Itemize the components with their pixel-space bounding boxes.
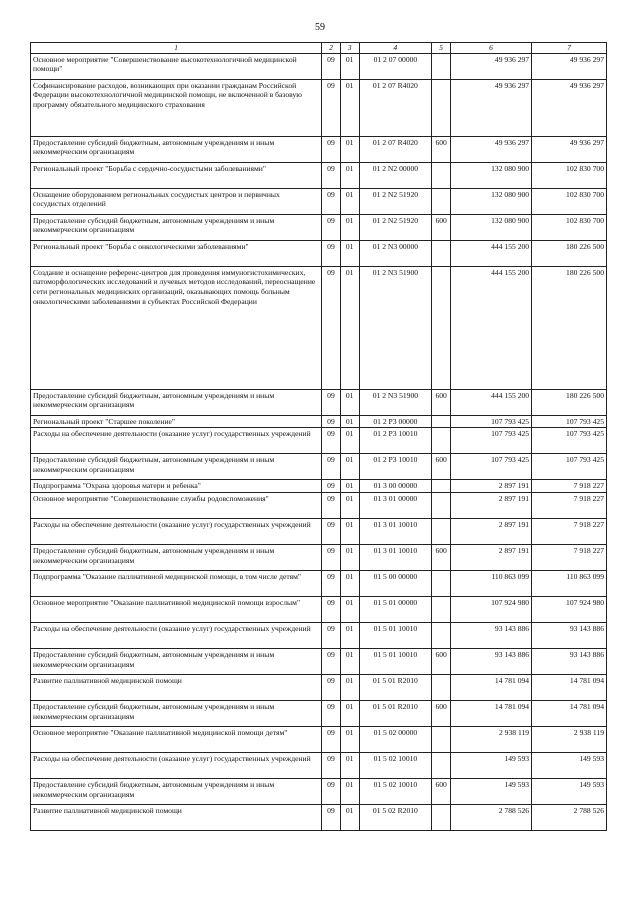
row-name-cell: Подпрограмма "Охрана здоровья матери и ребенка" [31,480,322,493]
row-amount-1-cell: 2 897 191 [450,493,531,519]
table-row [31,266,607,389]
row-subsection-cell: 01 [340,428,359,454]
row-name-cell: Предоставление субсидий бюджетным, автономным учреждениям и иным некоммерческим организациям [31,389,322,415]
row-expense-type-cell [432,597,451,623]
header-col-4: 4 [359,43,432,54]
row-section-cell: 09 [322,727,341,753]
row-amount-2-cell: 14 781 094 [532,701,607,727]
row-expense-type-cell: 600 [432,389,451,415]
row-subsection-cell: 01 [340,188,359,214]
row-section-cell: 09 [322,79,341,136]
row-expense-type-cell [432,623,451,649]
row-target-article-cell: 01 2 N3 51900 [359,389,432,415]
row-amount-2-cell: 102 830 700 [532,162,607,188]
row-section-cell: 09 [322,805,341,831]
row-name-cell: Расходы на обеспечение деятельности (оказание услуг) государственных учреждений [31,519,322,545]
row-amount-1-cell: 107 793 425 [450,454,531,480]
row-target-article-cell: 01 5 02 10010 [359,779,432,805]
row-expense-type-cell [432,79,451,136]
row-expense-type-cell [432,428,451,454]
row-subsection-cell: 01 [340,493,359,519]
row-expense-type-cell [432,493,451,519]
row-subsection-cell: 01 [340,79,359,136]
row-name-cell: Расходы на обеспечение деятельности (оказание услуг) государственных учреждений [31,753,322,779]
row-section-cell: 09 [322,188,341,214]
table-row [31,779,607,805]
table-row [31,753,607,779]
row-expense-type-cell [432,240,451,266]
row-amount-2-cell: 93 143 886 [532,649,607,675]
row-amount-1-cell: 444 155 200 [450,240,531,266]
row-name-cell: Предоставление субсидий бюджетным, автономным учреждениям и иным некоммерческим организациям [31,701,322,727]
row-target-article-cell: 01 5 01 10010 [359,649,432,675]
row-name-cell: Региональный проект "Старшее поколение" [31,415,322,428]
row-name-cell: Расходы на обеспечение деятельности (оказание услуг) государственных учреждений [31,623,322,649]
table-row [31,415,607,428]
row-amount-1-cell: 2 897 191 [450,545,531,571]
table-row [31,675,607,701]
row-target-article-cell: 01 2 P3 10010 [359,454,432,480]
table-row [31,701,607,727]
row-expense-type-cell [432,53,451,79]
row-amount-2-cell: 180 226 500 [532,266,607,389]
row-amount-1-cell: 149 593 [450,779,531,805]
row-amount-1-cell: 93 143 886 [450,649,531,675]
row-expense-type-cell: 600 [432,701,451,727]
row-subsection-cell: 01 [340,545,359,571]
row-amount-1-cell: 107 793 425 [450,428,531,454]
table-row [31,480,607,493]
row-name-cell: Основное мероприятие "Совершенствование высокотехнологичной медицинской помощи" [31,53,322,79]
row-section-cell: 09 [322,428,341,454]
row-subsection-cell: 01 [340,240,359,266]
header-col-2: 2 [322,43,341,54]
row-name-cell: Основное мероприятие "Совершенствование службы родовспоможения" [31,493,322,519]
header-col-3: 3 [340,43,359,54]
row-target-article-cell: 01 5 02 10010 [359,753,432,779]
row-name-cell: Предоставление субсидий бюджетным, автономным учреждениям и иным некоммерческим организациям [31,779,322,805]
row-subsection-cell: 01 [340,480,359,493]
row-target-article-cell: 01 2 N3 51900 [359,266,432,389]
row-target-article-cell: 01 3 01 10010 [359,519,432,545]
table-row [31,727,607,753]
row-amount-2-cell: 49 936 297 [532,136,607,162]
row-target-article-cell: 01 2 N2 51920 [359,214,432,240]
row-subsection-cell: 01 [340,597,359,623]
row-subsection-cell: 01 [340,162,359,188]
header-col-5: 5 [432,43,451,54]
row-amount-2-cell: 102 830 700 [532,214,607,240]
row-subsection-cell: 01 [340,727,359,753]
row-name-cell: Оснащение оборудованием региональных сосудистых центров и первичных сосудистых отделений [31,188,322,214]
table-row [31,240,607,266]
row-subsection-cell: 01 [340,571,359,597]
row-target-article-cell: 01 5 01 R2010 [359,701,432,727]
row-section-cell: 09 [322,779,341,805]
row-target-article-cell: 01 5 00 00000 [359,571,432,597]
row-subsection-cell: 01 [340,389,359,415]
row-expense-type-cell [432,480,451,493]
row-amount-1-cell: 14 781 094 [450,701,531,727]
row-amount-1-cell: 2 938 119 [450,727,531,753]
row-amount-2-cell: 49 936 297 [532,79,607,136]
row-name-cell: Создание и оснащение референс-центров для проведения иммуногистохимических, патоморфологических исследований и лучевых методов исследований, переоснащение сети региональных медицинских организаций, оказывающих помощь больным онкологическими заболеваниями в субъектах Российской Федерации [31,266,322,389]
row-section-cell: 09 [322,649,341,675]
row-name-cell: Подпрограмма "Оказание паллиативной медицинской помощи, в том числе детям" [31,571,322,597]
row-expense-type-cell [432,805,451,831]
row-amount-1-cell: 444 155 200 [450,266,531,389]
row-name-cell: Предоставление субсидий бюджетным, автономным учреждениям и иным некоммерческим организациям [31,545,322,571]
row-amount-2-cell: 180 226 500 [532,389,607,415]
table-row [31,188,607,214]
row-target-article-cell: 01 5 01 00000 [359,597,432,623]
row-expense-type-cell: 600 [432,779,451,805]
row-amount-1-cell: 444 155 200 [450,389,531,415]
row-expense-type-cell [432,519,451,545]
row-name-cell: Основное мероприятие "Оказание паллиативной медицинской помощи взрослым" [31,597,322,623]
row-name-cell: Основное мероприятие "Оказание паллиативной медицинской помощи детям" [31,727,322,753]
row-section-cell: 09 [322,162,341,188]
row-amount-1-cell: 2 788 526 [450,805,531,831]
row-amount-2-cell: 93 143 886 [532,623,607,649]
page-number: 59 [315,22,325,33]
row-amount-1-cell: 132 080 900 [450,214,531,240]
row-section-cell: 09 [322,493,341,519]
row-amount-2-cell: 107 924 980 [532,597,607,623]
row-subsection-cell: 01 [340,753,359,779]
row-amount-2-cell: 107 793 425 [532,415,607,428]
table-row [31,214,607,240]
row-expense-type-cell: 600 [432,649,451,675]
row-name-cell: Расходы на обеспечение деятельности (оказание услуг) государственных учреждений [31,428,322,454]
row-section-cell: 09 [322,623,341,649]
row-section-cell: 09 [322,675,341,701]
row-name-cell: Софинансирование расходов, возникающих при оказании гражданам Российской Федерации высокотехнологичной медицинской помощи, не включенной в базовую программу обязательного медицинского страхования [31,79,322,136]
table-row [31,493,607,519]
row-section-cell: 09 [322,519,341,545]
table-row [31,545,607,571]
row-section-cell: 09 [322,136,341,162]
row-section-cell: 09 [322,701,341,727]
row-section-cell: 09 [322,266,341,389]
table-row [31,454,607,480]
table-row [31,623,607,649]
row-section-cell: 09 [322,415,341,428]
row-amount-2-cell: 7 918 227 [532,519,607,545]
row-amount-1-cell: 132 080 900 [450,188,531,214]
row-amount-1-cell: 110 863 099 [450,571,531,597]
row-section-cell: 09 [322,214,341,240]
row-target-article-cell: 01 5 02 R2010 [359,805,432,831]
row-amount-1-cell: 49 936 297 [450,79,531,136]
table-row [31,649,607,675]
row-expense-type-cell: 600 [432,136,451,162]
row-amount-1-cell: 2 897 191 [450,519,531,545]
row-target-article-cell: 01 2 N2 00000 [359,162,432,188]
row-target-article-cell: 01 2 P3 00000 [359,415,432,428]
row-subsection-cell: 01 [340,649,359,675]
header-col-1: 1 [31,43,322,54]
row-amount-2-cell: 14 781 094 [532,675,607,701]
row-target-article-cell: 01 2 P3 10010 [359,428,432,454]
table-body [31,53,607,831]
table-row [31,805,607,831]
row-expense-type-cell [432,266,451,389]
row-amount-2-cell: 2 788 526 [532,805,607,831]
row-amount-2-cell: 107 793 425 [532,428,607,454]
row-subsection-cell: 01 [340,805,359,831]
row-subsection-cell: 01 [340,454,359,480]
row-subsection-cell: 01 [340,53,359,79]
header-col-7: 7 [532,43,607,54]
row-name-cell: Региональный проект "Борьба с сердечно-сосудистыми заболеваниями" [31,162,322,188]
row-subsection-cell: 01 [340,779,359,805]
row-subsection-cell: 01 [340,519,359,545]
table-row [31,597,607,623]
row-name-cell: Предоставление субсидий бюджетным, автономным учреждениям и иным некоммерческим организациям [31,214,322,240]
row-section-cell: 09 [322,389,341,415]
table-row [31,162,607,188]
table-row [31,519,607,545]
row-target-article-cell: 01 2 07 00000 [359,53,432,79]
row-target-article-cell: 01 3 01 10010 [359,545,432,571]
row-section-cell: 09 [322,480,341,493]
row-target-article-cell: 01 2 N3 00000 [359,240,432,266]
row-name-cell: Развитие паллиативной медицинской помощи [31,805,322,831]
row-amount-1-cell: 107 924 980 [450,597,531,623]
row-expense-type-cell: 600 [432,454,451,480]
row-target-article-cell: 01 3 00 00000 [359,480,432,493]
row-target-article-cell: 01 5 02 00000 [359,727,432,753]
row-section-cell: 09 [322,545,341,571]
row-target-article-cell: 01 2 07 R4020 [359,79,432,136]
row-name-cell: Предоставление субсидий бюджетным, автономным учреждениям и иным некоммерческим организациям [31,136,322,162]
row-amount-1-cell: 2 897 191 [450,480,531,493]
row-target-article-cell: 01 3 01 00000 [359,493,432,519]
row-subsection-cell: 01 [340,266,359,389]
row-expense-type-cell [432,162,451,188]
row-amount-2-cell: 149 593 [532,753,607,779]
row-expense-type-cell [432,415,451,428]
row-subsection-cell: 01 [340,623,359,649]
row-amount-1-cell: 107 793 425 [450,415,531,428]
row-name-cell: Региональный проект "Борьба с онкологическими заболеваниями" [31,240,322,266]
row-section-cell: 09 [322,571,341,597]
row-target-article-cell: 01 2 N2 51920 [359,188,432,214]
row-amount-1-cell: 149 593 [450,753,531,779]
row-target-article-cell: 01 5 01 10010 [359,623,432,649]
row-name-cell: Предоставление субсидий бюджетным, автономным учреждениям и иным некоммерческим организациям [31,649,322,675]
row-expense-type-cell [432,188,451,214]
table-row [31,389,607,415]
row-amount-2-cell: 180 226 500 [532,240,607,266]
row-amount-1-cell: 132 080 900 [450,162,531,188]
row-expense-type-cell [432,727,451,753]
row-name-cell: Развитие паллиативной медицинской помощи [31,675,322,701]
row-expense-type-cell: 600 [432,545,451,571]
row-target-article-cell: 01 5 01 R2010 [359,675,432,701]
row-subsection-cell: 01 [340,214,359,240]
table-row [31,136,607,162]
row-amount-1-cell: 49 936 297 [450,53,531,79]
row-amount-2-cell: 49 936 297 [532,53,607,79]
row-name-cell: Предоставление субсидий бюджетным, автономным учреждениям и иным некоммерческим организациям [31,454,322,480]
row-section-cell: 09 [322,240,341,266]
row-section-cell: 09 [322,53,341,79]
row-amount-2-cell: 2 938 119 [532,727,607,753]
table-header-row [31,43,607,54]
row-amount-2-cell: 7 918 227 [532,545,607,571]
table-row [31,79,607,136]
row-section-cell: 09 [322,597,341,623]
row-expense-type-cell [432,571,451,597]
row-amount-1-cell: 93 143 886 [450,623,531,649]
table-row [31,571,607,597]
row-subsection-cell: 01 [340,701,359,727]
row-amount-2-cell: 149 593 [532,779,607,805]
row-expense-type-cell: 600 [432,214,451,240]
row-amount-2-cell: 107 793 425 [532,454,607,480]
row-amount-2-cell: 7 918 227 [532,480,607,493]
row-target-article-cell: 01 2 07 R4020 [359,136,432,162]
row-amount-1-cell: 49 936 297 [450,136,531,162]
row-subsection-cell: 01 [340,675,359,701]
header-col-6: 6 [450,43,531,54]
row-amount-2-cell: 110 863 099 [532,571,607,597]
table-row [31,53,607,79]
table-row [31,428,607,454]
row-section-cell: 09 [322,753,341,779]
row-expense-type-cell [432,753,451,779]
budget-table [30,42,607,831]
row-amount-2-cell: 7 918 227 [532,493,607,519]
row-section-cell: 09 [322,454,341,480]
row-expense-type-cell [432,675,451,701]
row-amount-1-cell: 14 781 094 [450,675,531,701]
row-subsection-cell: 01 [340,136,359,162]
row-subsection-cell: 01 [340,415,359,428]
row-amount-2-cell: 102 830 700 [532,188,607,214]
